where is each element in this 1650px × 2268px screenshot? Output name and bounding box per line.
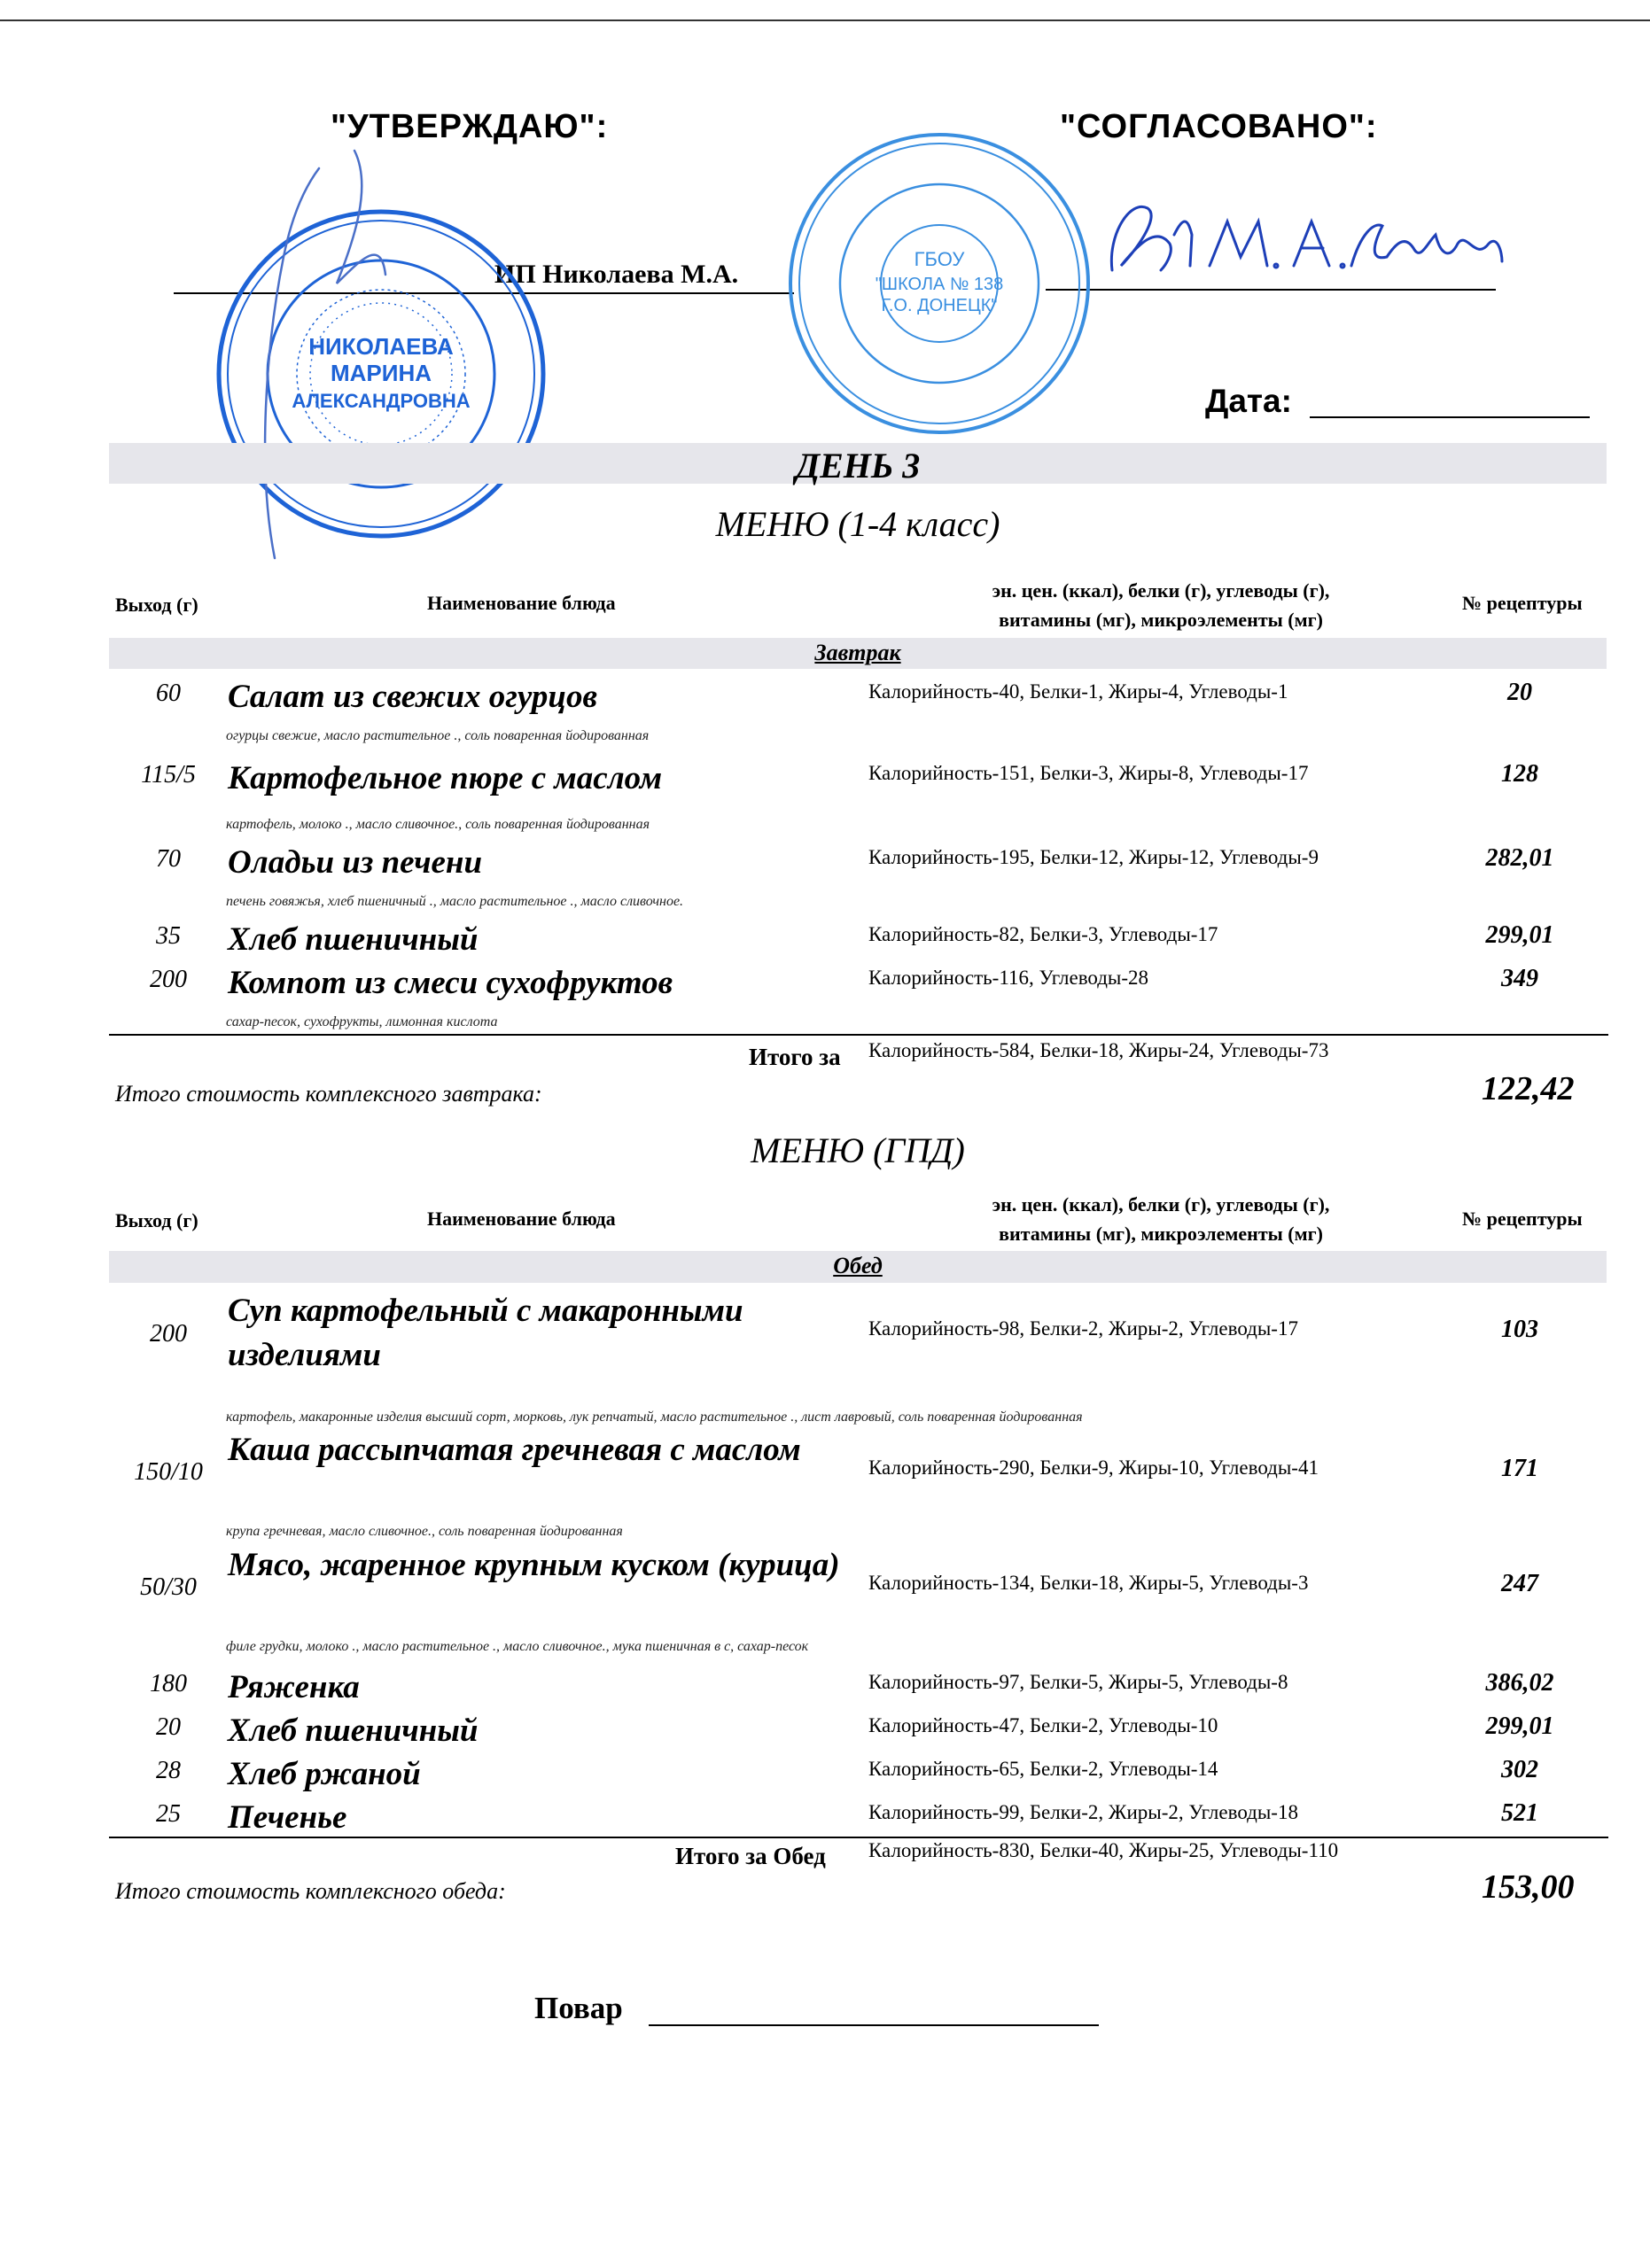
menu-title-2: МЕНЮ (ГПД) [751, 1130, 965, 1170]
col-nutrition-1-line1: эн. цен. (ккал), белки (г), углеводы (г), [992, 579, 1330, 602]
col-nutrition-1 [913, 576, 1409, 634]
row-output: 35 [156, 922, 181, 950]
col-recipe-1: № рецептуры [1462, 592, 1583, 614]
row-output: 150/10 [134, 1458, 203, 1486]
date-field-line[interactable] [1310, 416, 1590, 418]
cook-label: Повар [534, 1991, 623, 2025]
cost-value-1: 122,42 [1482, 1070, 1575, 1107]
row-ingredients: картофель, молоко ., масло сливочное., соль поваренная йодированная [226, 817, 650, 832]
row-output: 200 [150, 1320, 187, 1348]
agree-label: "СОГЛАСОВАНО": [1060, 108, 1378, 145]
row-output: 60 [156, 680, 181, 707]
col-name-2: Наименование блюда [427, 1208, 616, 1230]
row-output: 20 [156, 1713, 181, 1741]
total-value-2: Калорийность-830, Белки-40, Жиры-25, Углеводы-110 [868, 1839, 1339, 1861]
svg-text:Г.О. ДОНЕЦК": Г.О. ДОНЕЦК" [881, 296, 998, 315]
row-recipe: 521 [1501, 1799, 1538, 1827]
row-recipe: 282,01 [1485, 844, 1554, 872]
approve-label: "УТВЕРЖДАЮ": [331, 108, 609, 145]
row-nutrition: Калорийность-47, Белки-2, Углеводы-10 [868, 1714, 1218, 1736]
row-dish-name: Картофельное пюре с маслом [228, 760, 663, 796]
cost-label-1: Итого стоимость комплексного завтрака: [115, 1081, 542, 1107]
total-label-1: Итого за [749, 1044, 841, 1070]
row-ingredients: картофель, макаронные изделия высший сорт, морковь, лук репчатый, масло растительное ., лист лавровый, соль поваренная йодированная [226, 1410, 1083, 1425]
row-ingredients: огурцы свежие, масло растительное ., соль поваренная йодированная [226, 728, 650, 743]
cost-label-2: Итого стоимость комплексного обеда: [115, 1878, 506, 1904]
row-ingredients: печень говяжья, хлеб пшеничный ., масло растительное ., масло сливочное. [226, 894, 684, 909]
total-label-2: Итого за Обед [675, 1843, 826, 1869]
row-recipe: 299,01 [1485, 921, 1554, 949]
col-nutrition-2 [913, 1190, 1409, 1248]
col-name-1: Наименование блюда [427, 592, 616, 614]
row-dish-name: Суп картофельный с макаронными изделиями [228, 1293, 743, 1373]
row-ingredients: филе грудки, молоко ., масло растительное ., масло сливочное., мука пшеничная в с, сахар-песок [226, 1639, 809, 1654]
row-output: 180 [150, 1670, 187, 1697]
row-nutrition: Калорийность-97, Белки-5, Жиры-5, Углеводы-8 [868, 1671, 1288, 1693]
row-dish-name: Хлеб ржаной [228, 1756, 421, 1792]
row-dish-name: Каша рассыпчатая гречневая с маслом [228, 1432, 801, 1468]
row-dish-name: Хлеб пшеничный [228, 921, 479, 958]
row-dish-name: Оладьи из печени [228, 844, 483, 881]
row-nutrition: Калорийность-116, Углеводы-28 [868, 967, 1149, 989]
scan-top-edge [0, 19, 1650, 21]
row-recipe: 103 [1501, 1316, 1538, 1343]
row-nutrition: Калорийность-134, Белки-18, Жиры-5, Углеводы-3 [868, 1572, 1309, 1594]
total-value-1: Калорийность-584, Белки-18, Жиры-24, Углеводы-73 [868, 1039, 1329, 1061]
col-recipe-2: № рецептуры [1462, 1208, 1583, 1230]
row-nutrition: Калорийность-290, Белки-9, Жиры-10, Углеводы-41 [868, 1456, 1319, 1479]
row-recipe: 247 [1501, 1570, 1538, 1597]
svg-text:ГБОУ: ГБОУ [914, 248, 965, 270]
stamp-right [784, 128, 1094, 439]
menu-title-1: МЕНЮ (1-4 класс) [715, 504, 1000, 544]
col-output-2: Выход (г) [115, 1209, 198, 1231]
row-recipe: 171 [1501, 1455, 1538, 1482]
svg-text:АЛЕКСАНДРОВНА: АЛЕКСАНДРОВНА [292, 390, 471, 412]
signature-right [1086, 182, 1511, 292]
svg-text:НИКОЛАЕВА: НИКОЛАЕВА [308, 333, 454, 360]
row-nutrition: Калорийность-98, Белки-2, Жиры-2, Углеводы-17 [868, 1317, 1298, 1340]
row-ingredients: сахар-песок, сухофрукты, лимонная кислота [226, 1014, 498, 1029]
row-dish-name: Печенье [228, 1799, 347, 1836]
row-recipe: 386,02 [1485, 1669, 1554, 1697]
row-dish-name: Салат из свежих огурцов [228, 679, 597, 715]
row-dish-name: Мясо, жаренное крупным куском (курица) [228, 1547, 840, 1583]
svg-text:"ШКОЛА № 138: "ШКОЛА № 138 [875, 275, 1004, 294]
row-recipe: 302 [1501, 1756, 1538, 1783]
row-recipe: 299,01 [1485, 1713, 1554, 1740]
row-nutrition: Калорийность-195, Белки-12, Жиры-12, Углеводы-9 [868, 846, 1319, 868]
col-nutrition-1-line2: витамины (мг), микроэлементы (мг) [999, 609, 1323, 631]
row-dish-name: Компот из смеси сухофруктов [228, 965, 673, 1001]
row-recipe: 128 [1501, 760, 1538, 788]
date-label: Дата: [1205, 383, 1292, 419]
section-title-breakfast: Завтрак [814, 640, 901, 665]
row-nutrition: Калорийность-82, Белки-3, Углеводы-17 [868, 923, 1218, 945]
row-nutrition: Калорийность-99, Белки-2, Жиры-2, Углеводы-18 [868, 1801, 1298, 1823]
col-nutrition-2-line1: эн. цен. (ккал), белки (г), углеводы (г), [992, 1193, 1330, 1216]
col-nutrition-2-line2: витамины (мг), микроэлементы (мг) [999, 1223, 1323, 1245]
row-output: 200 [150, 966, 187, 993]
row-nutrition: Калорийность-40, Белки-1, Жиры-4, Углеводы-1 [868, 680, 1288, 703]
cook-signature-line[interactable] [649, 2024, 1099, 2026]
row-dish-name: Ряженка [228, 1669, 360, 1705]
section-title-lunch: Обед [833, 1253, 883, 1278]
cost-value-2: 153,00 [1482, 1868, 1575, 1906]
row-output: 28 [156, 1757, 181, 1784]
row-nutrition: Калорийность-65, Белки-2, Углеводы-14 [868, 1758, 1218, 1780]
row-recipe: 20 [1507, 679, 1532, 706]
row-output: 115/5 [141, 761, 196, 788]
row-output: 25 [156, 1800, 181, 1828]
row-dish-name: Хлеб пшеничный [228, 1713, 479, 1749]
total-rule-1 [109, 1034, 1608, 1036]
row-ingredients: крупа гречневая, масло сливочное., соль поваренная йодированная [226, 1524, 623, 1539]
day-title: ДЕНЬ 3 [795, 446, 921, 485]
row-output: 50/30 [140, 1573, 197, 1601]
row-nutrition: Калорийность-151, Белки-3, Жиры-8, Углеводы-17 [868, 762, 1309, 784]
row-recipe: 349 [1501, 965, 1538, 992]
row-output: 70 [156, 845, 181, 873]
col-output-1: Выход (г) [115, 594, 198, 616]
total-rule-2 [109, 1837, 1608, 1838]
svg-text:МАРИНА: МАРИНА [330, 360, 432, 386]
entrepreneur-name: ИП Николаева М.А. [494, 260, 739, 289]
